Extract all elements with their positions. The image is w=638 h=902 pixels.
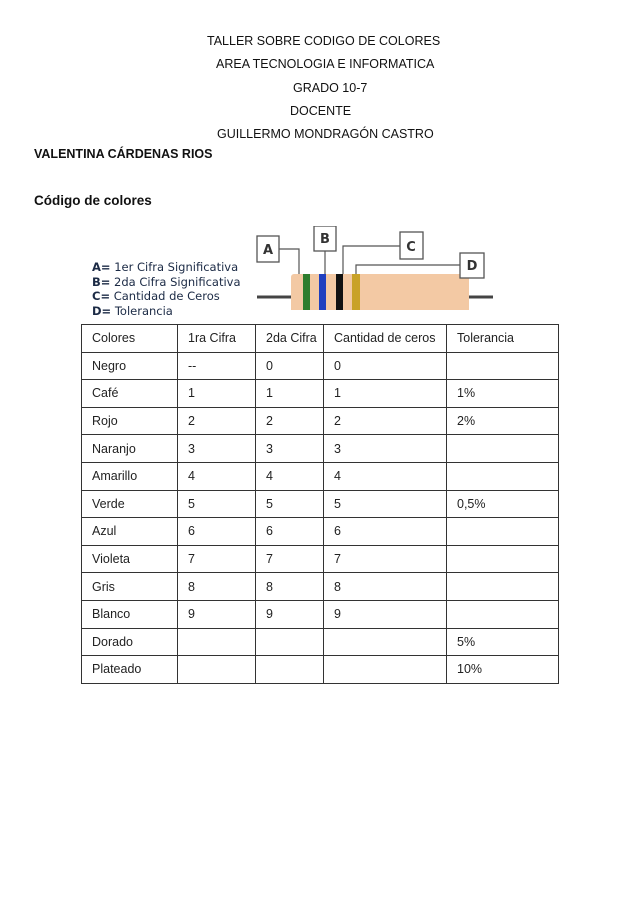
- cell-zeros: 7: [324, 545, 447, 573]
- cell-zeros: 9: [324, 600, 447, 628]
- cell-color: Plateado: [82, 656, 178, 684]
- table-row: [82, 628, 559, 656]
- cell-second-digit: [256, 628, 324, 656]
- header-area: AREA TECNOLOGIA E INFORMATICA: [216, 57, 435, 71]
- label-b: B: [320, 232, 330, 247]
- pointer-d: [356, 265, 460, 274]
- label-d: D: [466, 259, 478, 274]
- cell-tolerance: [447, 435, 559, 463]
- cell-second-digit: 7: [256, 545, 324, 573]
- table-row: [82, 573, 559, 601]
- label-a: A: [262, 243, 274, 258]
- band-d: [352, 274, 360, 310]
- cell-first-digit: 9: [178, 600, 256, 628]
- cell-second-digit: 9: [256, 600, 324, 628]
- table-header-row: [82, 325, 559, 353]
- cell-zeros: [324, 656, 447, 684]
- label-c: C: [406, 240, 416, 255]
- column-header-color: Colores: [82, 325, 178, 353]
- table-row: [82, 352, 559, 380]
- cell-zeros: 4: [324, 462, 447, 490]
- pointer-c: [343, 246, 400, 274]
- cell-second-digit: [256, 656, 324, 684]
- cell-first-digit: 3: [178, 435, 256, 463]
- cell-second-digit: 3: [256, 435, 324, 463]
- cell-first-digit: 6: [178, 518, 256, 546]
- legend-d: D= Tolerancia: [92, 303, 173, 318]
- cell-second-digit: 8: [256, 573, 324, 601]
- legend-b: B= 2da Cifra Significativa: [92, 274, 241, 289]
- header-teacher-name: GUILLERMO MONDRAGÓN CASTRO: [217, 127, 434, 141]
- cell-color: Café: [82, 380, 178, 408]
- band-b: [319, 274, 326, 310]
- table-row: [82, 545, 559, 573]
- cell-color: Dorado: [82, 628, 178, 656]
- header-title: TALLER SOBRE CODIGO DE COLORES: [207, 34, 441, 48]
- cell-color: Azul: [82, 518, 178, 546]
- cell-color: Violeta: [82, 545, 178, 573]
- legend-a: A= 1er Cifra Significativa: [92, 260, 239, 274]
- cell-first-digit: --: [178, 352, 256, 380]
- legend-c: C= Cantidad de Ceros: [92, 289, 220, 303]
- header-grade: GRADO 10-7: [293, 81, 368, 95]
- cell-first-digit: 8: [178, 573, 256, 601]
- cell-tolerance: [447, 462, 559, 490]
- table-row: [82, 462, 559, 490]
- table-row: [82, 490, 559, 518]
- cell-zeros: 6: [324, 518, 447, 546]
- pointer-a: [279, 249, 299, 274]
- cell-color: Verde: [82, 490, 178, 518]
- column-header-zeros: Cantidad de ceros: [324, 325, 447, 353]
- cell-color: Gris: [82, 573, 178, 601]
- cell-tolerance: 10%: [447, 656, 559, 684]
- section-title: Código de colores: [34, 193, 152, 208]
- cell-tolerance: [447, 545, 559, 573]
- cell-first-digit: [178, 628, 256, 656]
- column-header-first-digit: 1ra Cifra: [178, 325, 256, 353]
- table-row: [82, 380, 559, 408]
- cell-second-digit: 1: [256, 380, 324, 408]
- cell-first-digit: 2: [178, 407, 256, 435]
- column-header-second-digit: 2da Cifra: [256, 325, 324, 353]
- cell-zeros: 3: [324, 435, 447, 463]
- band-a: [303, 274, 310, 310]
- cell-color: Amarillo: [82, 462, 178, 490]
- cell-tolerance: [447, 518, 559, 546]
- table-row: [82, 518, 559, 546]
- header-teacher-label: DOCENTE: [290, 104, 352, 118]
- cell-second-digit: 0: [256, 352, 324, 380]
- cell-zeros: 2: [324, 407, 447, 435]
- color-code-table: [81, 324, 559, 684]
- cell-first-digit: [178, 656, 256, 684]
- cell-tolerance: 0,5%: [447, 490, 559, 518]
- table-row: [82, 600, 559, 628]
- cell-tolerance: [447, 352, 559, 380]
- cell-tolerance: 1%: [447, 380, 559, 408]
- resistor-legend: [92, 260, 241, 318]
- cell-second-digit: 5: [256, 490, 324, 518]
- resistor-body: [291, 274, 469, 310]
- table-row: [82, 435, 559, 463]
- cell-first-digit: 7: [178, 545, 256, 573]
- cell-first-digit: 5: [178, 490, 256, 518]
- cell-tolerance: 2%: [447, 407, 559, 435]
- cell-color: Blanco: [82, 600, 178, 628]
- cell-second-digit: 6: [256, 518, 324, 546]
- cell-zeros: 0: [324, 352, 447, 380]
- cell-tolerance: 5%: [447, 628, 559, 656]
- cell-second-digit: 4: [256, 462, 324, 490]
- cell-zeros: 8: [324, 573, 447, 601]
- cell-zeros: 1: [324, 380, 447, 408]
- table-row: [82, 407, 559, 435]
- cell-first-digit: 4: [178, 462, 256, 490]
- cell-tolerance: [447, 573, 559, 601]
- cell-color: Naranjo: [82, 435, 178, 463]
- resistor-diagram: [255, 226, 495, 310]
- table-row: [82, 656, 559, 684]
- cell-zeros: 5: [324, 490, 447, 518]
- cell-second-digit: 2: [256, 407, 324, 435]
- cell-first-digit: 1: [178, 380, 256, 408]
- student-name: VALENTINA CÁRDENAS RIOS: [34, 147, 213, 161]
- cell-tolerance: [447, 600, 559, 628]
- cell-zeros: [324, 628, 447, 656]
- column-header-tolerance: Tolerancia: [447, 325, 559, 353]
- cell-color: Rojo: [82, 407, 178, 435]
- band-c: [336, 274, 343, 310]
- cell-color: Negro: [82, 352, 178, 380]
